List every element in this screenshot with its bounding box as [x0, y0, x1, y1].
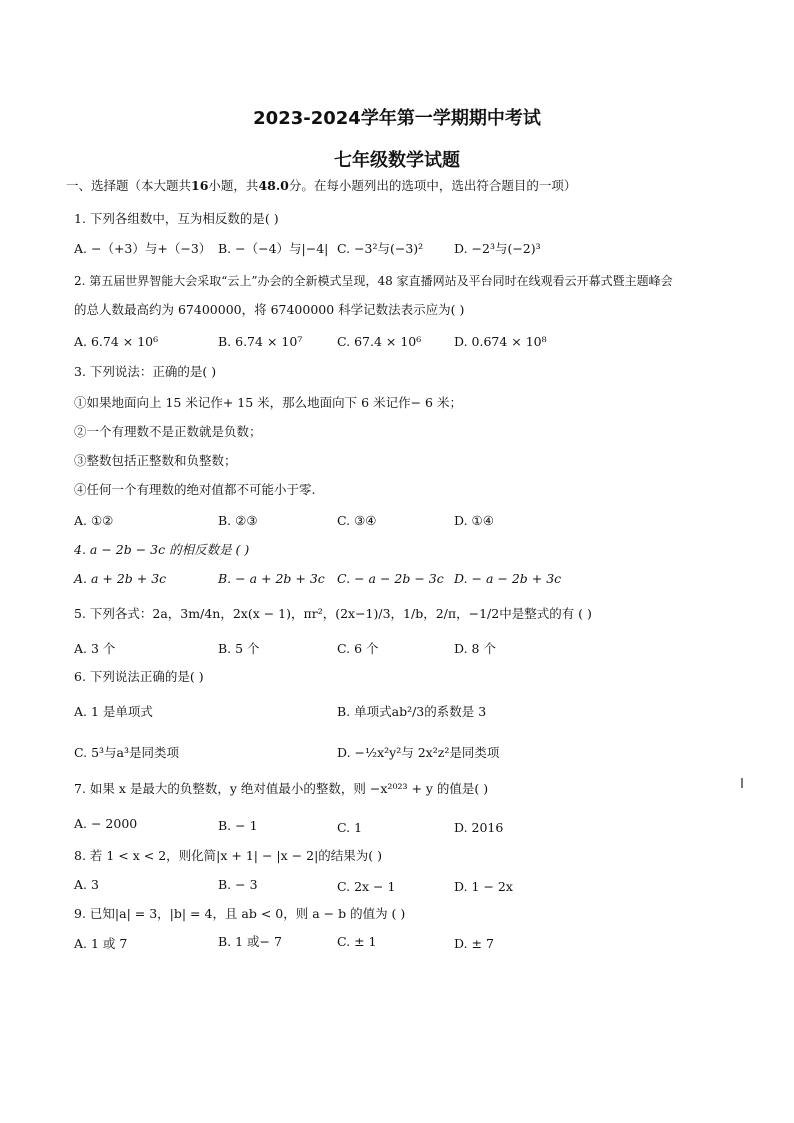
- exam-subtitle: 七年级数学试题: [334, 150, 460, 171]
- q8-option-c: C. 2x − 1: [337, 879, 396, 894]
- q7-option-b: B. − 1: [218, 818, 258, 833]
- q8-option-a: A. 3: [74, 877, 99, 892]
- q5-option-d: D. 8 个: [454, 641, 496, 656]
- q3-item-3: ③整数包括正整数和负整数；: [74, 453, 237, 468]
- q7-stem: 7. 如果 x 是最大的负整数，y 绝对值最小的整数，则 −x²⁰²³ + y 的值是( ): [74, 781, 489, 796]
- q1-option-c: C. −3²与(−3)²: [337, 241, 424, 256]
- section-heading: [66, 178, 576, 194]
- q2-option-a: A. 6.74 × 10⁶: [74, 334, 159, 349]
- q3-item-1: ①如果地面向上 15 米记作+ 15 米，那么地面向下 6 米记作− 6 米；: [74, 395, 462, 410]
- q4-stem: 4. a − 2b − 3c 的相反数是 ( ): [74, 542, 250, 557]
- q4-option-a: A. a + 2b + 3c: [74, 571, 167, 586]
- q2-option-b: B. 6.74 × 10⁷: [218, 334, 303, 349]
- exam-title: 2023-2024学年第一学期期中考试: [253, 108, 541, 129]
- q8-option-b: B. − 3: [218, 877, 258, 892]
- q6-option-a: A. 1 是单项式: [74, 704, 153, 719]
- section-count: 16: [191, 178, 209, 193]
- q2-option-d: D. 0.674 × 10⁸: [454, 334, 547, 349]
- q3-option-c: C. ③④: [337, 513, 377, 528]
- q2-stem: 2. 第五届世界智能大会采取“云上”办会的全新模式呈现，48 家直播网站及平台同时在线观看云开幕式暨主题峰会: [74, 274, 673, 288]
- q6-option-c: C. 5³与a³是同类项: [74, 745, 179, 760]
- q9-option-d: D. ± 7: [454, 936, 494, 951]
- q3-stem: 3. 下列说法：正确的是( ): [74, 364, 217, 379]
- q3-item-4: ④任何一个有理数的绝对值都不可能小于零.: [74, 482, 316, 497]
- q4-option-b: B. − a + 2b + 3c: [218, 571, 325, 586]
- q3-option-b: B. ②③: [218, 513, 258, 528]
- q5-option-b: B. 5 个: [218, 641, 260, 656]
- q6-stem: 6. 下列说法正确的是( ): [74, 669, 204, 684]
- q7-option-a: A. − 2000: [74, 816, 138, 831]
- q1-option-d: D. −2³与(−2)³: [454, 241, 541, 256]
- section-score: 48.0: [258, 178, 289, 193]
- section-tail: 分。在每小题列出的选项中，选出符合题目的一项）: [288, 178, 577, 193]
- q5-option-a: A. 3 个: [74, 641, 116, 656]
- q2-option-c: C. 67.4 × 10⁶: [337, 334, 422, 349]
- section-label: 一、选择题（本大题共: [66, 178, 192, 193]
- q3-option-a: A. ①②: [74, 513, 114, 528]
- q7-option-c: C. 1: [337, 820, 363, 835]
- q9-option-a: A. 1 或 7: [74, 936, 128, 951]
- q4-option-d: D. − a − 2b + 3c: [454, 571, 562, 586]
- q9-option-b: B. 1 或− 7: [218, 934, 282, 949]
- section-mid: 小题，共: [208, 178, 259, 193]
- q3-option-d: D. ①④: [454, 513, 494, 528]
- q8-option-d: D. 1 − 2x: [454, 879, 513, 894]
- q8-stem: 8. 若 1 < x < 2，则化简|x + 1| − |x − 2|的结果为( ): [74, 848, 383, 863]
- q5-stem: 5. 下列各式：2a，3m/4n，2x(x − 1)，πr²，(2x−1)/3，1/b，2/π，−1/2中是整式的有 ( ): [74, 606, 592, 621]
- q1-stem: 1. 下列各组数中，互为相反数的是( ): [74, 211, 279, 226]
- q9-option-c: C. ± 1: [337, 934, 377, 949]
- q1-option-b: B. −（−4）与|−4|: [218, 241, 329, 256]
- q2-stem-line2: 的总人数最高约为 67400000，将 67400000 科学记数法表示应为( ): [74, 302, 465, 317]
- q5-option-c: C. 6 个: [337, 641, 379, 656]
- q6-option-d: D. −½x²y²与 2x²z²是同类项: [337, 745, 500, 760]
- q3-item-2: ②一个有理数不是正数就是负数；: [74, 424, 262, 439]
- q4-option-c: C. − a − 2b − 3c: [337, 571, 444, 586]
- q6-option-b: B. 单项式ab²/3的系数是 3: [337, 704, 487, 719]
- scan-mark: [741, 778, 743, 788]
- q7-option-d: D. 2016: [454, 820, 504, 835]
- q1-option-a: A. −（+3）与+（−3）: [74, 241, 212, 256]
- q9-stem: 9. 已知|a| = 3，|b| = 4，且 ab < 0，则 a − b 的值为 ( ): [74, 906, 406, 921]
